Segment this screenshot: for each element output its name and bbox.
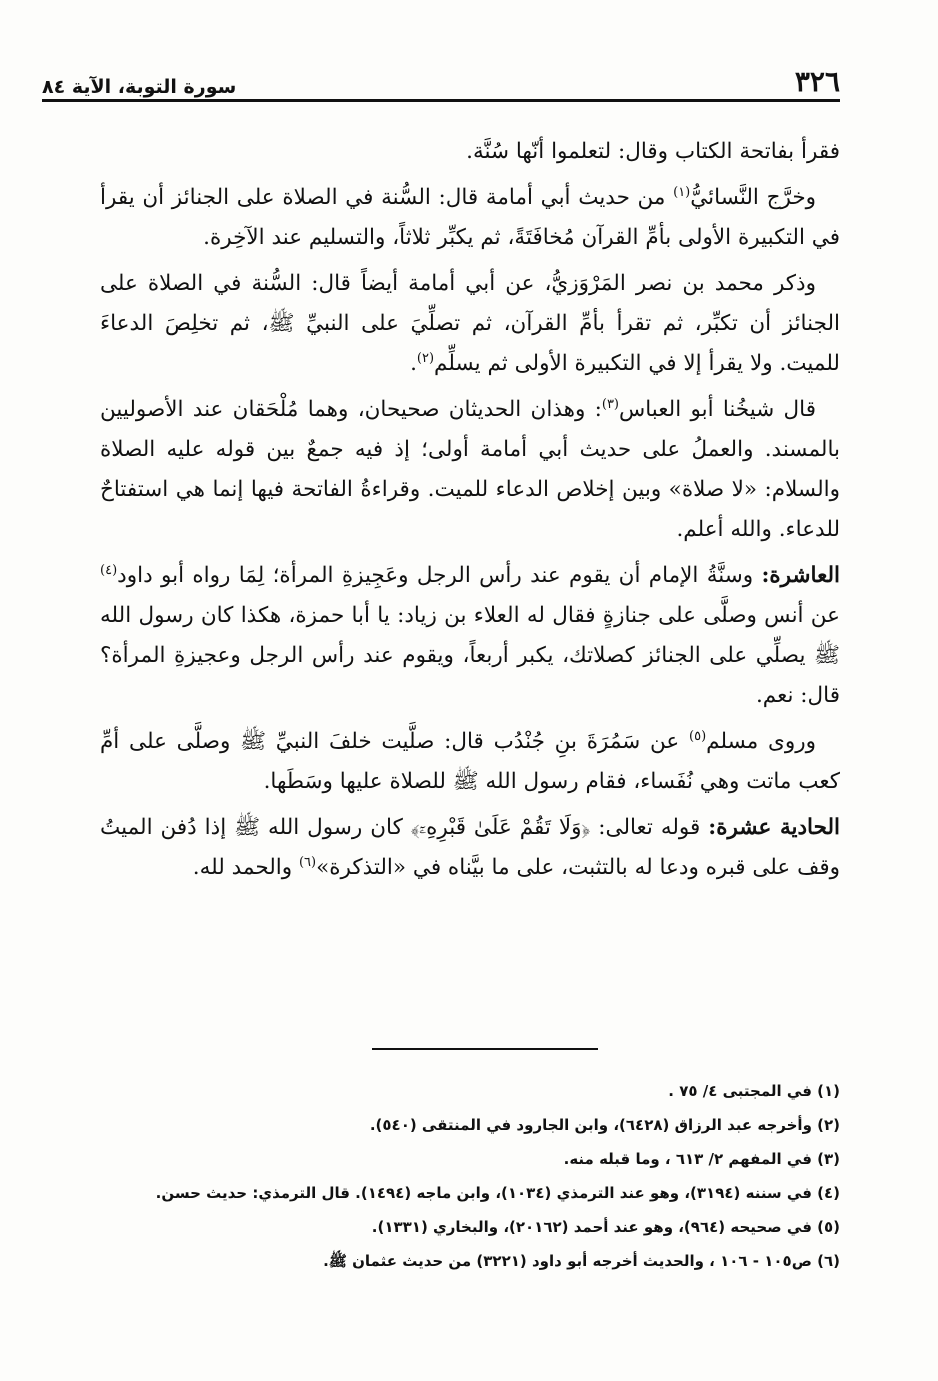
paragraph-text: قوله تعالى: ﴿وَلَا تَقُمْ عَلَىٰ قَبْرِهِۦٓ﴾ كان رسول الله ﷺ إذا دُفن الميتُ وقف على قبره ودعا له بالتثبت، على ما بيَّناه في «التذكرة»	[100, 815, 840, 880]
section-lead: العاشرة:	[761, 563, 840, 588]
footnote-ref-3[interactable]: (٣)	[601, 396, 619, 412]
footnotes	[86, 1074, 840, 1278]
paragraph-3	[100, 264, 840, 384]
footnote-6: (٦) ص١٠٥ - ١٠٦ ، والحديث أخرجه أبو داود (٣٢٢١) من حديث عثمان ﷺ.	[323, 1252, 840, 1270]
paragraph-text: .	[410, 351, 417, 376]
header-rule	[42, 99, 840, 102]
paragraph-text: : وهذان الحديثان صحيحان، وهما مُلْحَقان عند الأصوليين بالمسند. والعملُ على حديث أبي أمامة أولى؛ إذ فيه جمعٌ بين قوله عليه الصلاة والسلام: «لا صلاة» وبين إخلاص الدعاء للميت. وقراءةُ الفاتحة فيها إنما هي استفتاحٌ للدعاء. والله أعلم.	[100, 397, 840, 542]
paragraph-text: وسنَّةُ الإمام أن يقوم عند رأس الرجل وعَجِيزةِ المرأة؛ لِمَا رواه أبو داود	[117, 563, 762, 588]
footnote-ref-6[interactable]: (٦)	[298, 854, 317, 870]
paragraph-1	[100, 132, 840, 172]
footnote-1: (١) في المجتبى ٤/ ٧٥ .	[668, 1082, 840, 1100]
page-header	[42, 62, 840, 98]
paragraph-text: وخرَّج النَّسائيُّ	[690, 185, 816, 210]
footnote-separator	[372, 1048, 598, 1050]
paragraph-text: وذكر محمد بن نصر المَرْوَزيُّ، عن أبي أمامة أيضاً قال: السُّنة في الصلاة على الجنائز أن تكبِّر، ثم تقرأ بأمِّ القرآن، ثم تصلِّيَ على النبيِّ ﷺ، ثم تخلِصَ الدعاءَ للميت. ولا يقرأ إلا في التكبيرة الأولى ثم يسلِّم	[100, 271, 840, 376]
paragraph-text: والحمد لله.	[192, 855, 299, 880]
paragraph-text: عن أنس وصلَّى على جنازةٍ فقال له العلاء بن زياد: يا أبا حمزة، هكذا كان رسول الله ﷺ يصلِّي على الجنائز كصلاتك، يكبر أربعاً، ويقوم عند رأس الرجل وعجيزةِ المرأة؟ قال: نعم.	[100, 603, 840, 708]
section-lead: الحادية عشرة:	[708, 815, 840, 840]
footnote-4: (٤) في سننه (٣١٩٤)، وهو عند الترمذي (١٠٣٤)، وابن ماجه (١٤٩٤). قال الترمذي: حديث حسن.	[155, 1184, 840, 1202]
footnote-ref-1[interactable]: (١)	[673, 184, 691, 200]
paragraph-text: قال شيخُنا أبو العباس	[619, 397, 816, 422]
paragraph-text: عن سَمُرَةَ بنِ جُنْدُب قال: صلَّيت خلفَ النبيِّ ﷺ وصلَّى على أمِّ كعب ماتت وهي نُفَساء، فقام رسول الله ﷺ للصلاة عليها وسَطَها.	[100, 729, 840, 794]
page-number: ٣٢٦	[794, 65, 840, 98]
paragraph-7	[100, 808, 840, 888]
footnote-ref-5[interactable]: (٥)	[689, 728, 707, 744]
running-title: سورة التوبة، الآية ٨٤	[42, 76, 237, 98]
paragraph-5	[100, 556, 840, 716]
footnote-3: (٣) في المفهم ٢/ ٦١٣ ، وما قبله منه.	[563, 1150, 840, 1168]
footnote-ref-4[interactable]: (٤)	[100, 562, 118, 578]
footnote-2: (٢) وأخرجه عبد الرزاق (٦٤٢٨)، وابن الجارود في المنتقى (٥٤٠).	[369, 1116, 840, 1134]
footnote-5: (٥) في صحيحه (٩٦٤)، وهو عند أحمد (٢٠١٦٢)، والبخاري (١٣٣١).	[371, 1218, 840, 1236]
paragraph-text: وروى مسلم	[706, 729, 817, 754]
paragraph-text: من حديث أبي أمامة قال: السُّنة في الصلاة على الجنائز أن يقرأ في التكبيرة الأولى بأمِّ القرآن مُخافَتَةً، ثم يكبِّر ثلاثاً، والتسليم عند الآخِرة.	[100, 185, 840, 250]
paragraph-6	[100, 722, 840, 802]
paragraph-text: فقرأ بفاتحة الكتاب وقال: لتعلموا أنّها سُنَّة.	[466, 139, 840, 164]
body-text	[100, 132, 840, 894]
paragraph-4	[100, 390, 840, 550]
footnote-ref-2[interactable]: (٢)	[416, 350, 435, 366]
paragraph-2	[100, 178, 840, 258]
